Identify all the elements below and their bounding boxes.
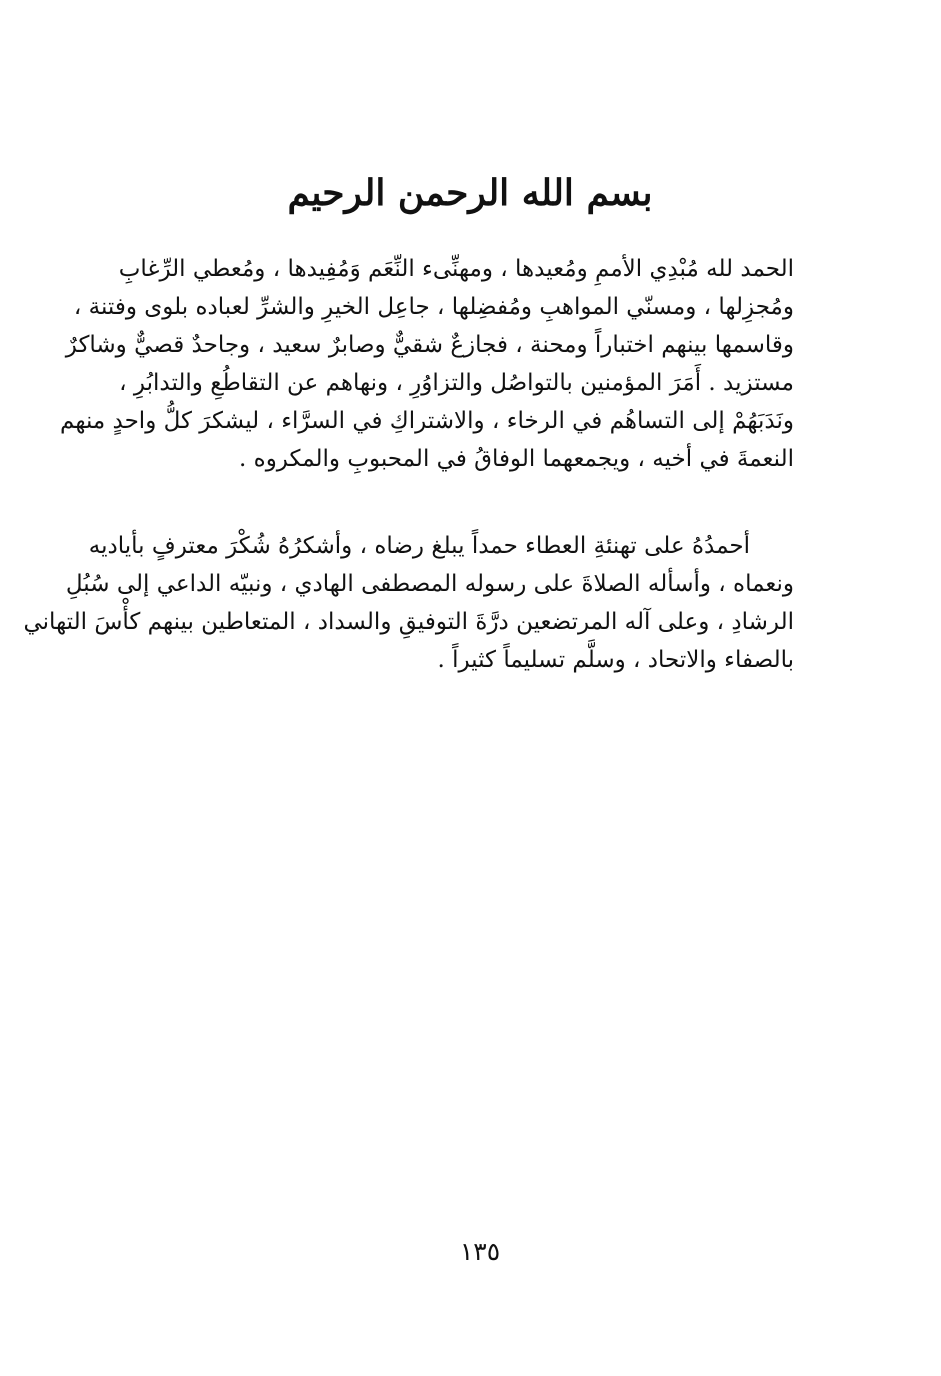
paragraph-line: أحمدُهُ على تهنئةِ العطاء حمداً يبلغ رضاه ، وأشكرُهُ شُكْرَ معترفٍ بأياديه — [88, 533, 750, 559]
paragraph-line: النعمةَ في أخيه ، ويجمعهما الوفاقُ في المحبوبِ والمكروه . — [239, 446, 794, 472]
paragraph-line: ونَدَبَهُمْ إلى التساهُم في الرخاء ، والاشتراكِ في السرَّاء ، ليشكرَ كلُّ واحدٍ منهم — [60, 408, 794, 434]
page-number: ١٣٥ — [459, 1237, 501, 1266]
paragraph-line: الحمد لله مُبْدِي الأممِ ومُعيدها ، ومهنِّىء النِّعَم وَمُفِيدها ، ومُعطي الرِّغابِ — [118, 256, 794, 282]
paragraph-line: الرشادِ ، وعلى آله المرتضعين درَّةَ التوفيقِ والسداد ، المتعاطين بينهم كأْسَ التهاني — [23, 609, 794, 635]
paragraph-line: ونعماه ، وأسأله الصلاةَ على رسوله المصطفى الهادي ، ونبيّه الداعي إلى سُبُلِ — [65, 571, 794, 597]
paragraph-line: مستزيد . أَمَرَ المؤمنين بالتواصُل والتزاوُرِ ، ونهاهم عن التقاطُعِ والتدابُرِ ، — [119, 370, 794, 396]
paragraph-one — [60, 250, 794, 478]
paragraph-line: بالصفاء والاتحاد ، وسلَّم تسليماً كثيراً . — [437, 647, 794, 673]
basmala-heading: بسم الله الرحمن الرحيم — [287, 172, 653, 214]
paragraph-line: ومُجزِلها ، ومسنّي المواهبِ ومُفضِلها ، جاعِل الخيرِ والشرِّ لعباده بلوى وفتنة ، — [73, 294, 794, 320]
paragraph-line: وقاسمها بينهم اختباراً ومحنة ، فجازعٌ شقيٌّ وصابرٌ سعيد ، وجاحدٌ قصيٌّ وشاكرٌ — [65, 332, 794, 358]
paragraph-two — [23, 527, 794, 679]
